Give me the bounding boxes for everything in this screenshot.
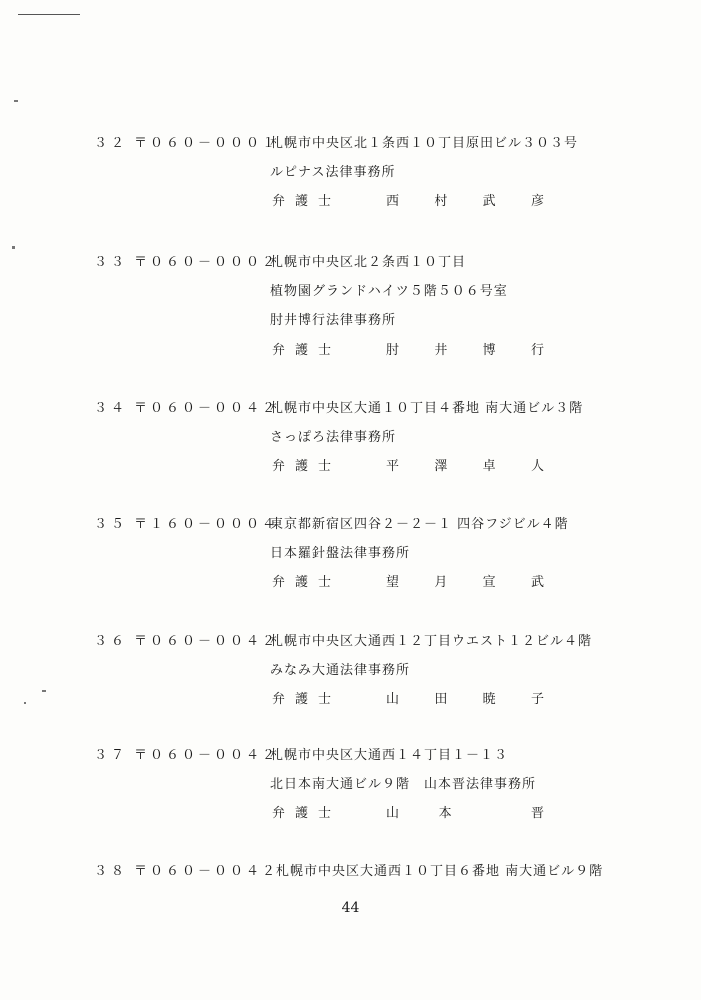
lawyer-title: 弁護士 <box>272 575 342 590</box>
lawyer-title: 弁護士 <box>272 194 342 209</box>
postal-code: 〒０６０－００４２ <box>134 634 279 649</box>
entry-number: ３５ <box>94 517 129 532</box>
lawyer-row <box>272 339 544 358</box>
name-char: 望 <box>386 575 400 590</box>
name-char: 彦 <box>530 194 544 209</box>
lawyer-name <box>386 190 544 209</box>
lawyer-name <box>386 571 544 590</box>
postal-code: 〒０６０－００４２ <box>134 864 279 879</box>
scan-speck <box>12 246 15 249</box>
lawyer-title: 弁護士 <box>272 692 342 707</box>
office-line: みなみ大通法律事務所 <box>270 663 411 678</box>
address-line: 札幌市中央区大通西１４丁目１－１３ <box>270 748 509 763</box>
postal-code: 〒１６０－０００４ <box>134 517 279 532</box>
lawyer-name <box>386 455 544 474</box>
name-char: 博 <box>482 343 496 358</box>
name-char: 月 <box>434 575 448 590</box>
entry-number: ３３ <box>94 255 129 270</box>
lawyer-row <box>272 571 544 590</box>
name-char: 井 <box>434 343 448 358</box>
address-line: 札幌市中央区北１条西１０丁目原田ビル３０３号 <box>270 136 579 151</box>
lawyer-row <box>272 190 544 209</box>
page-number: 44 <box>341 900 360 916</box>
name-char: 山 <box>386 692 400 707</box>
entry-number: ３７ <box>94 748 129 763</box>
postal-code: 〒０６０－００４２ <box>134 401 279 416</box>
name-char: 行 <box>530 343 544 358</box>
name-char: 晋 <box>530 806 544 821</box>
office-line: さっぽろ法律事務所 <box>270 430 397 445</box>
name-char: 暁 <box>482 692 496 707</box>
lawyer-name <box>386 802 544 821</box>
name-char: 武 <box>530 575 544 590</box>
entry-number: ３８ <box>94 864 129 879</box>
lawyer-title: 弁護士 <box>272 459 342 474</box>
address-line: 植物園グランドハイツ５階５０６号室 <box>270 284 508 299</box>
name-char: 平 <box>386 459 400 474</box>
top-rule <box>18 14 80 15</box>
lawyer-row <box>272 455 544 474</box>
entry-number: ３６ <box>94 634 129 649</box>
address-line: 札幌市中央区大通西１０丁目６番地 南大通ビル９階 <box>276 864 604 879</box>
scan-speck <box>14 100 18 102</box>
entry-number: ３２ <box>94 136 129 151</box>
entry-number: ３４ <box>94 401 129 416</box>
address-line: 東京都新宿区四谷２－２－１ 四谷フジビル４階 <box>270 517 569 532</box>
name-char: 西 <box>386 194 400 209</box>
name-char: 宣 <box>482 575 496 590</box>
name-char: 澤 <box>434 459 448 474</box>
lawyer-name <box>386 688 544 707</box>
name-char: 田 <box>434 692 448 707</box>
office-line: 日本羅針盤法律事務所 <box>270 546 411 561</box>
lawyer-title: 弁護士 <box>272 806 342 821</box>
name-char: 村 <box>434 194 448 209</box>
address-line: 札幌市中央区北２条西１０丁目 <box>270 255 467 270</box>
office-line: 北日本南大通ビル９階 山本晋法律事務所 <box>270 777 537 792</box>
name-char: 本 <box>438 806 452 821</box>
office-line: 肘井博行法律事務所 <box>270 313 397 328</box>
name-char: 子 <box>530 692 544 707</box>
name-char: 山 <box>386 806 400 821</box>
address-line: 札幌市中央区大通西１２丁目ウエスト１２ビル４階 <box>270 634 593 649</box>
lawyer-title: 弁護士 <box>272 343 342 358</box>
name-char: 武 <box>482 194 496 209</box>
lawyer-row <box>272 688 544 707</box>
lawyer-name <box>386 339 544 358</box>
postal-code: 〒０６０－０００１ <box>134 136 279 151</box>
postal-code: 〒０６０－００４２ <box>134 748 279 763</box>
name-char: 肘 <box>386 343 400 358</box>
name-char: 卓 <box>482 459 496 474</box>
office-line: ルピナス法律事務所 <box>270 165 396 180</box>
postal-code: 〒０６０－０００２ <box>134 255 279 270</box>
lawyer-row <box>272 802 544 821</box>
name-char: 人 <box>530 459 544 474</box>
address-line: 札幌市中央区大通１０丁目４番地 南大通ビル３階 <box>270 401 584 416</box>
scan-speck <box>42 690 46 692</box>
scan-speck <box>24 702 26 704</box>
